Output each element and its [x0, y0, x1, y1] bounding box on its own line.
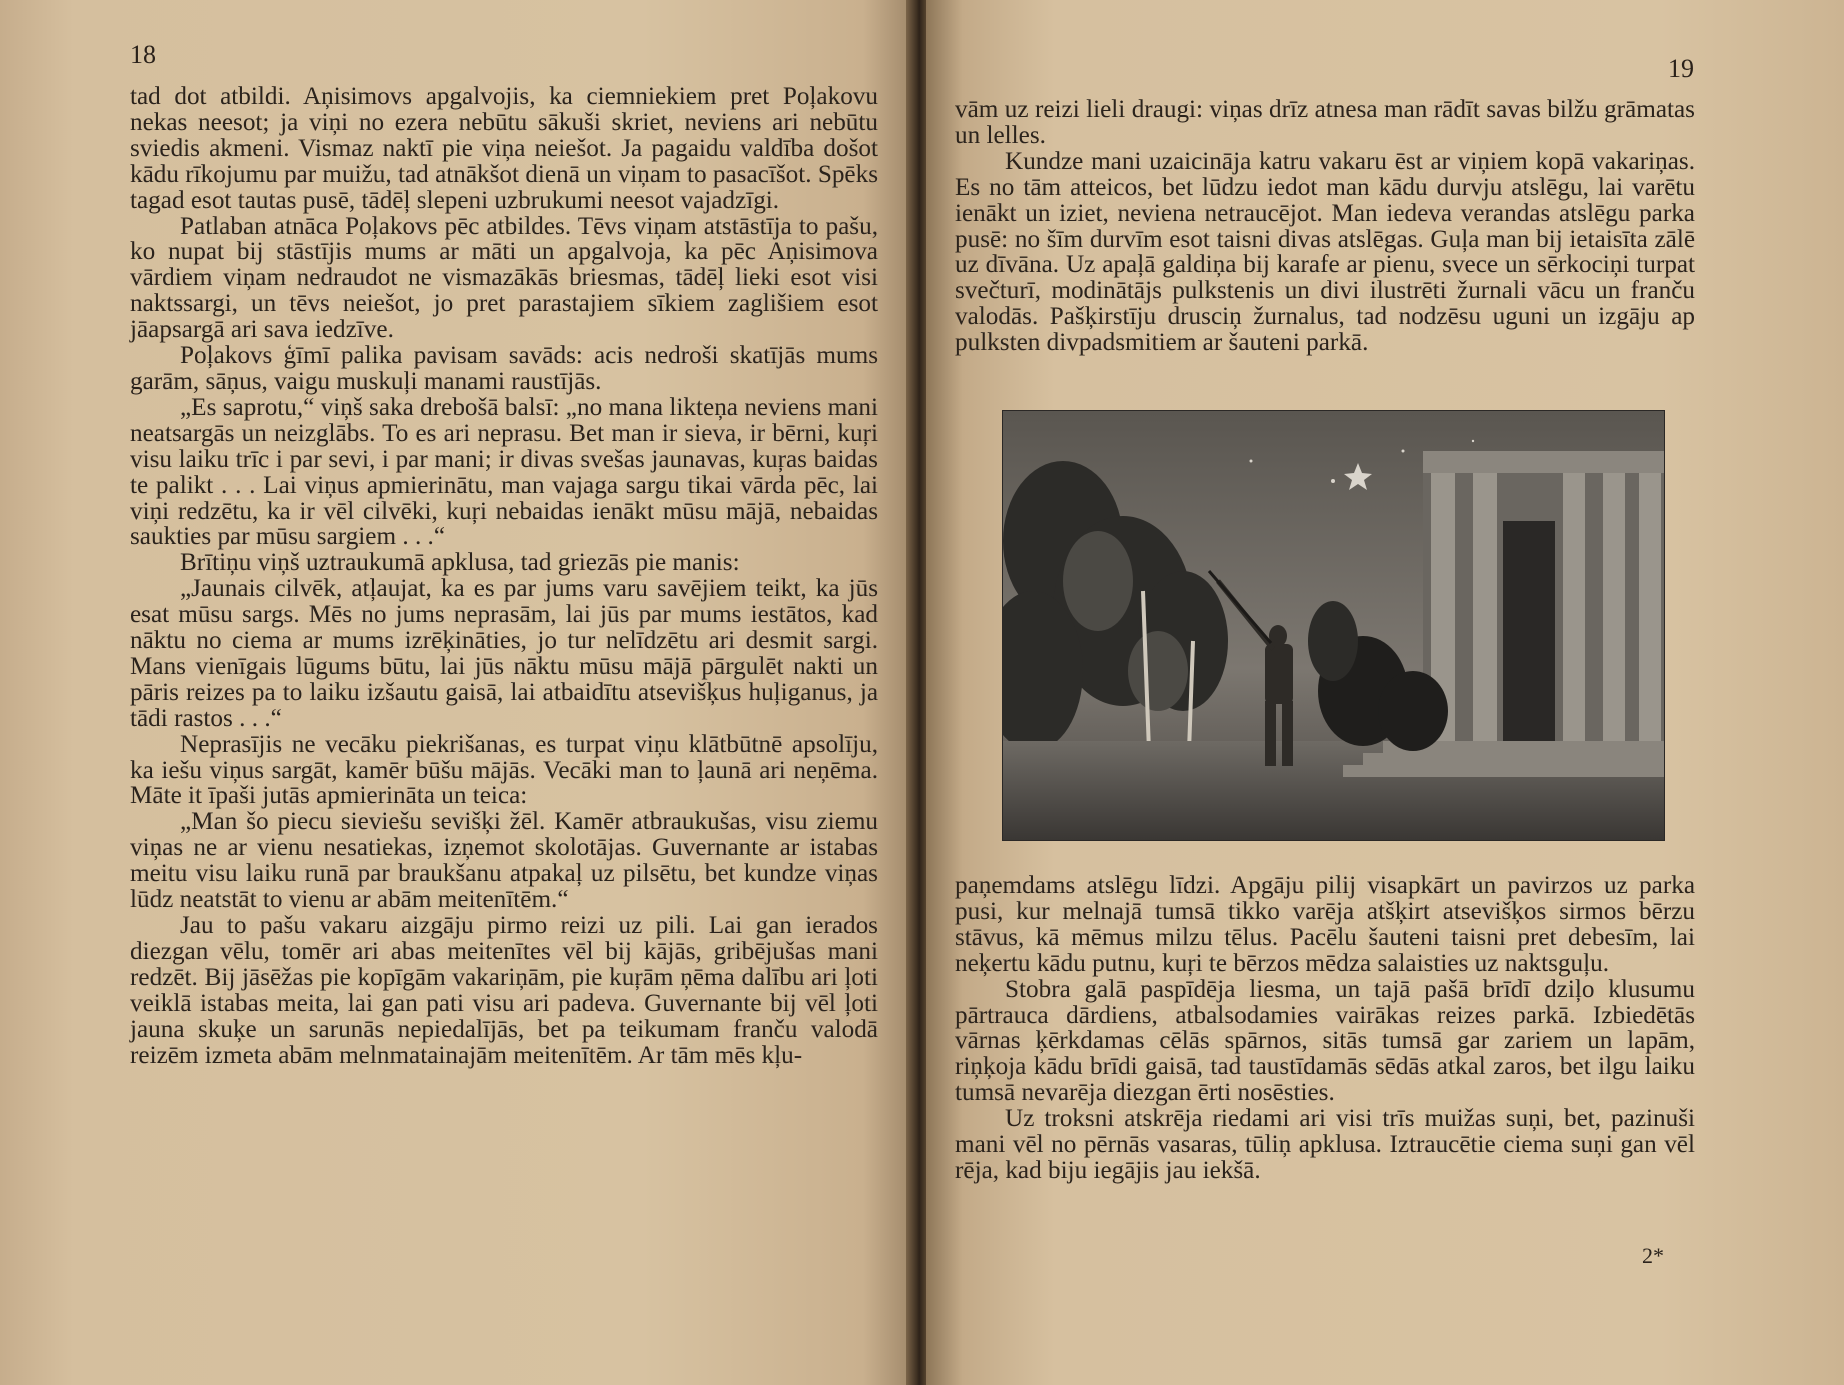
right-page-text-bottom — [955, 873, 1695, 1184]
paragraph: „Man šo piecu sieviešu sevišķi žēl. Kamēr atbraukušas, visu ziemu viņas ne ar vienu nesatiekas, izņemot skolotājas. Guvernante ar istabas meitu visu laiku runā par braukšanu atpakaļ uz pilsētu, bet kundze viņas lūdz neatstāt to vienu ar abām meitenītēm.“ — [130, 808, 878, 914]
right-page — [926, 0, 1844, 1385]
paragraph: „Es saprotu,“ viņš saka drebošā balsī: „no mana likteņa neviens mani neatsargās un neizglābs. To es ari neprasu. Bet man ir sieva, ir bērni, kuŗi visu laiku trīc i par sevi, i par mani; ir divas svešas jaunavas, kuŗas baidas te palikt . . . Lai viņus apmierinātu, man vajaga sargu tikai vārda pēc, lai viņi redzētu, ka ir vēl cilvēki, kuŗi nebaidas ienākt mūsu mājā, nebaidas saukties par mūsu sargiem . . .“ — [130, 393, 878, 551]
left-page-text — [130, 84, 878, 1068]
page-number-left: 18 — [130, 40, 156, 69]
paragraph: tad dot atbildi. Aņisimovs apgalvojis, ka ciemniekiem pret Poļakovu nekas neesot; ja viņi no ezera nebūtu sākuši skriet, neviens ari nebūtu sviedis akmeni. Vismaz naktī pie viņa neiešot. Ja pagaidu valdība došot kādu rīkojumu par muižu, tad atnākšot dienā un viņam to pasacīšot. Spēks tagad esot tautas pusē, tādēļ slepeni uzbrukumi neesot vajadzīgi. — [130, 83, 878, 214]
illustration-drawing — [1003, 411, 1664, 840]
paragraph: Poļakovs ģīmī palika pavisam savāds: acis nedroši skatījās mums garām, sāņus, vaigu muskuļi manami raustījās. — [130, 342, 878, 395]
paragraph: Kundze mani uzaicināja katru vakaru ēst ar viņiem kopā vakariņas. Es no tām atteicos, bet lūdzu iedot man kādu durvju atslēgu, lai varētu ienākt un iziet, neviena netraucējot. Man iedeva verandas atslēgu parka pusē: no šīm durvīm esot taisni divas atslēgas. Guļa man bij ietaisīta zālē uz dīvāna. Uz apaļā galdiņa bij karafe ar pienu, svece un sērkociņi turpat svečturī, modinātājs pulkstenis un divi ilustrēti žurnali vācu un franču valodās. Pašķirstīju drusciņ žurnalus, tad nodzēsu uguni un izgāju ap pulksten divpadsmitiem ar šauteni parkā. — [955, 147, 1695, 357]
right-page-text-top — [955, 97, 1695, 356]
paragraph: paņemdams atslēgu līdzi. Apgāju pilij visapkārt un pavirzos uz parka pusi, kur melnajā tumsā tikko varēja atšķirt atsevišķos sirmos bērzu stāvus, kā mēmus milzu tēlus. Pacēlu šauteni taisni pret debesīm, lai neķertu kādu putnu, kuŗi te bērzos mēdza salaisties uz naktsguļu. — [955, 872, 1695, 977]
signature-mark: 2* — [1642, 1243, 1664, 1268]
paragraph: Brītiņu viņš uztraukumā apklusa, tad griezās pie manis: — [180, 549, 740, 577]
paragraph: Uz troksni atskrēja riedami ari visi trīs muižas suņi, bet, pazinuši mani vēl no pērnās vasaras, tūliņ apklusa. Iztraucētie ciema suņi gan vēl rēja, kad biju iegājis jau iekšā. — [955, 1105, 1695, 1184]
paragraph: Patlaban atnāca Poļakovs pēc atbildes. Tēvs viņam atstāstīja to pašu, ko nupat bij stāstījis mums ar māti un apgalvoja, ka pēc Aņisimova vārdiem viņam nedraudot ne vismazākās briesmas, tādēļ lieki esot visi naktssargi, un tēvs neiešot, jo pret parastajiem sīkiem zaglišiem esot jāapsargā ari sava iedzīve. — [130, 212, 878, 344]
paragraph: „Jaunais cilvēk, atļaujat, ka es par jums varu savējiem teikt, ka jūs esat mūsu sargs. Mēs no jums neprasām, lai jūs par mums iestātos, kad nāktu no ciema ar mums izrēķināties, jo tur nelīdzētu ari desmit sargi. Mans vienīgais lūgums būtu, lai jūs nāktu mūsu mājā pārgulēt nakti un pāris reizes pa to laiku izšautu gaisā, lai atbaidītu atsevišķus huļiganus, ja tādi rastos . . .“ — [130, 575, 878, 732]
left-page — [0, 0, 918, 1385]
paragraph: Jau to pašu vakaru aizgāju pirmo reizi uz pili. Lai gan ierados diezgan vēlu, tomēr ari abas meitenītes vēl bij kājās, gribējušas mani redzēt. Bij jāsēžas pie kopīgām vakariņām, pie kuŗām ņēma dalību ari ļoti veiklā istabas meita, lai gan pati visu ari padeva. Guvernante bij vēl ļoti jauna skuķe un sarunās nepiedalījās, bet pa teikumam franču valodā reizēm izmeta abām melnmatainajām meitenītēm. Ar tām mēs kļu- — [130, 912, 878, 1069]
page-number-right: 19 — [1668, 54, 1694, 83]
paragraph: Neprasījis ne vecāku piekrišanas, es turpat viņu klātbūtnē apsolīju, ka iešu viņus sargāt, kamēr būšu mājās. Vecāki man to ļaunā ari neņēma. Māte it īpaši jutās apmierināta un teica: — [130, 730, 878, 810]
illustration-man-shooting-in-park — [1003, 411, 1664, 840]
paragraph: Stobra galā paspīdēja liesma, un tajā pašā brīdī dziļo klusumu pārtrauca dārdiens, atbalsodamies vairākas reizes parkā. Izbiedētās vārnas ķērkdamas cēlās spārnos, sitās tumsā gar zariem un lapām, riņķoja kādu brīdi gaisā, tad taustīdamās sēdās atkal zaros, bet ilgu laiku tumsā nevarēja diezgan ērti nosēsties. — [955, 975, 1695, 1107]
paragraph: vām uz reizi lieli draugi: viņas drīz atnesa man rādīt savas bilžu grāmatas un lelles. — [955, 96, 1695, 149]
